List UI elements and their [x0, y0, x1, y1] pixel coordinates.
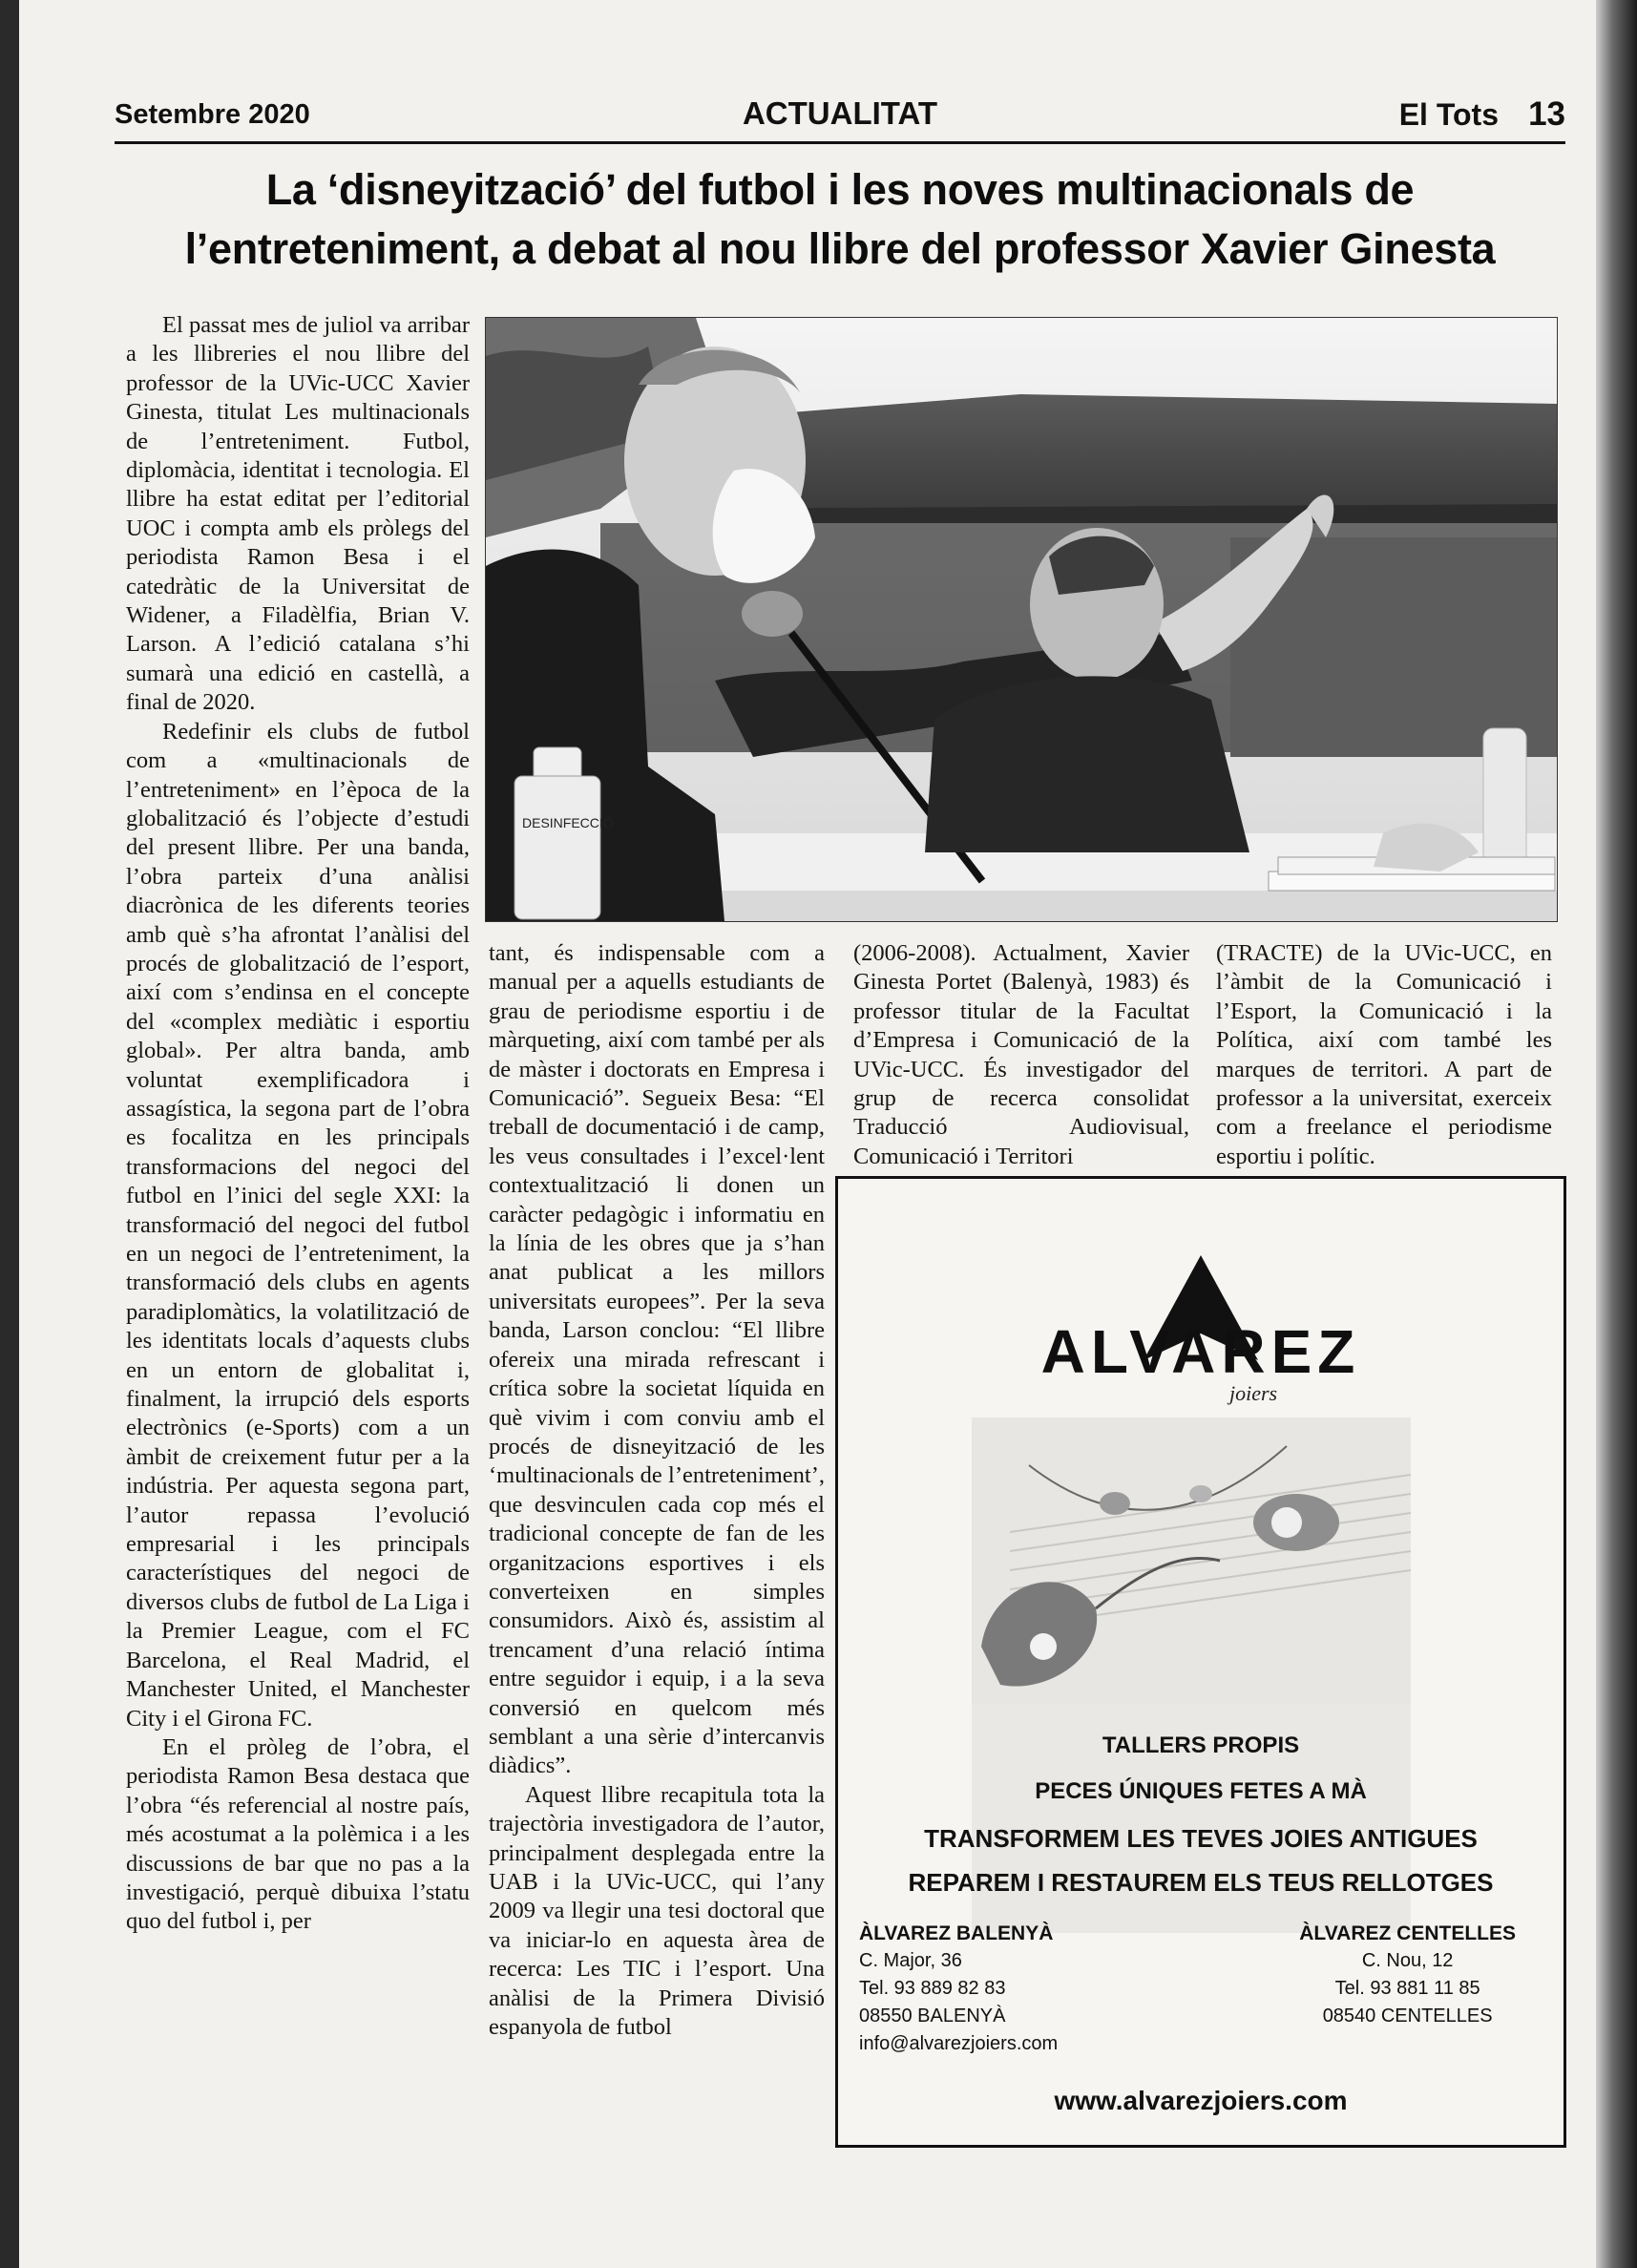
headline-line-1: La ‘disneyització’ del futbol i les noves multinacionals de: [265, 165, 1415, 214]
ad-tagline: TRANSFORMEM LES TEVES JOIES ANTIGUES: [924, 1824, 1478, 1853]
store-name: ÀLVAREZ CENTELLES: [1299, 1922, 1516, 1944]
headline-line-2: l’entreteniment, a debat al nou llibre del professor Xavier Ginesta: [184, 224, 1496, 273]
ad-tagline: TALLERS PROPIS: [1102, 1732, 1300, 1758]
page-binding: [1596, 0, 1637, 2268]
paragraph: Redefinir els clubs de futbol com a «multinacionals de l’entreteniment» en l’època de la globalització és l’objecte d’estudi del present llibre. Per una banda, l’obra parteix d’una anàlisi diacrònica de les diferents teories amb què s’ha afrontat l’anàlisi del procés de globalització de l’esport, així com s’endinsa en el concepte del «complex mediàtic i esportiu global». Per altra banda, amb voluntat exemplificadora i assagística, la segona part de l’obra es focalitza en les principals transformacions del negoci del futbol en l’inici del segle XXI: la transformació del negoci del futbol en un negoci de l’entreteniment, la transformació dels clubs en agents paradiplomàtics, la volatilització de les identitats locals d’aquests clubs en un entorn de globalitat i, finalment, la irrupció dels esports electrònics (e-Sports) com a un àmbit de creixement futur per a la indústria. Per aquesta segona part, l’autor repassa l’evolució empresarial i les principals característiques del negoci de diversos clubs de futbol de La Liga i la Premier League, com el FC Barcelona, el Real Madrid, el Manchester United, el Manchester City i el Girona FC.: [126, 718, 470, 1732]
store-phone: Tel. 93 881 11 85: [1334, 1978, 1480, 1999]
store-phone: Tel. 93 889 82 83: [859, 1978, 1006, 1999]
store-website: www.alvarezjoiers.com: [1054, 2086, 1348, 2115]
page-header: [115, 95, 1565, 139]
publication-name: El Tots: [1398, 97, 1499, 132]
article-column-4: [1216, 939, 1552, 1171]
article-column-3: [853, 939, 1189, 1171]
store-centelles-address: [1299, 1920, 1516, 2030]
store-name: ÀLVAREZ BALENYÀ: [859, 1922, 1054, 1944]
store-city: 08550 BALENYÀ: [859, 2006, 1006, 2026]
store-balenya-address: [859, 1920, 1058, 2058]
store-street: C. Major, 36: [859, 1950, 962, 1971]
jewellery-photo: [972, 1418, 1411, 1933]
article-column-2: [489, 939, 825, 2042]
article-headline: [115, 160, 1565, 279]
brand-name: ALVAREZ: [1040, 1317, 1361, 1386]
section-title: ACTUALITAT: [742, 95, 938, 131]
page-number: 13: [1528, 95, 1565, 133]
article-column-1: [126, 311, 470, 1937]
issue-date: Setembre 2020: [115, 99, 310, 130]
paragraph: (2006-2008). Actualment, Xavier Ginesta Portet (Balenyà, 1983) és professor titular de la Facultat d’Empresa i Comunicació de la UVic-UCC. És investigador del grup de recerca consolidat Traducció Audiovisual, Comunicació i Territori: [853, 940, 1189, 1169]
store-email: info@alvarezjoiers.com: [859, 2033, 1059, 2054]
ad-tagline: REPAREM I RESTAUREM ELS TEUS RELLOTGES: [908, 1868, 1494, 1897]
paragraph: Aquest llibre recapitula tota la trajectòria investigadora de l’autor, principalment desplegada entre la UAB i la UVic-UCC, qui l’any 2009 va llegir una tesi doctoral que va iniciar-lo en aquesta àrea de recerca: Les TIC i l’esport. Una anàlisi de la Primera Divisió espanyola de futbol: [489, 1781, 825, 2041]
ad-tagline: PECES ÚNIQUES FETES A MÀ: [1035, 1778, 1367, 1804]
newspaper-page: [19, 0, 1623, 2268]
brand-subtitle: joiers: [1229, 1381, 1278, 1405]
paragraph: En el pròleg de l’obra, el periodista Ramon Besa destaca que l’obra “és referencial al nostre país, més acostumat a la polèmica i a les discussions de bar que no pas a la investigació, perquè dibuixa l’statu quo del futbol i, per: [126, 1733, 470, 1935]
store-city: 08540 CENTELLES: [1322, 2006, 1493, 2026]
paragraph: El passat mes de juliol va arribar a les llibreries el nou llibre del professor de la UVic-UCC Xavier Ginesta, titulat Les multinacionals de l’entreteniment. Futbol, diplomàcia, identitat i tecnologia. El llibre ha estat editat per l’editorial UOC i compta amb els pròlegs del periodista Ramon Besa i el catedràtic de la Universitat de Widener, a Filadèlfia, Brian V. Larson. A l’edició catalana s’hi sumarà una edició en castellà, a final de 2020.: [126, 312, 470, 716]
article-photo: [485, 317, 1558, 922]
store-street: C. Nou, 12: [1361, 1950, 1454, 1971]
paragraph: (TRACTE) de la UVic-UCC, en l’àmbit de la Comunicació i l’Esport, la Comunicació i la Política, així com també les marques de territori. A part de professor a la universitat, exerceix com a freelance el periodisme esportiu i polític.: [1216, 940, 1552, 1169]
bottle-label: DESINFECCIÓ: [522, 815, 614, 830]
jeweller-advertisement: [835, 1176, 1566, 2148]
header-rule: [115, 141, 1565, 144]
paragraph: tant, és indispensable com a manual per a aquells estudiants de grau de periodisme esportiu i de màrqueting, així com també per als de màster i doctorats en Empresa i Comunicació”. Segueix Besa: “El treball de documentació i de camp, les veus consultades i l’excel·lent contextualització li donen un caràcter pedagògic i informatiu en la línia de les obres que ja s’han anat publicat a les millors universitats europees”. Per la seva banda, Larson conclou: “El llibre ofereix una mirada refrescant i crítica sobre la societat líquida en què vivim i com conviu amb el procés de disneyització de les ‘multinacionals de l’entreteniment’, que desvinculen cada cop més el tradicional concepte de fan de les organitzacions esportives i els converteixen en simples consumidors. Això és, assistim al trencament d’una relació íntima entre seguidor i equip, i a la seva conversió en quelcom més semblant a una sèrie d’intercanvis diàdics”.: [489, 940, 825, 1779]
